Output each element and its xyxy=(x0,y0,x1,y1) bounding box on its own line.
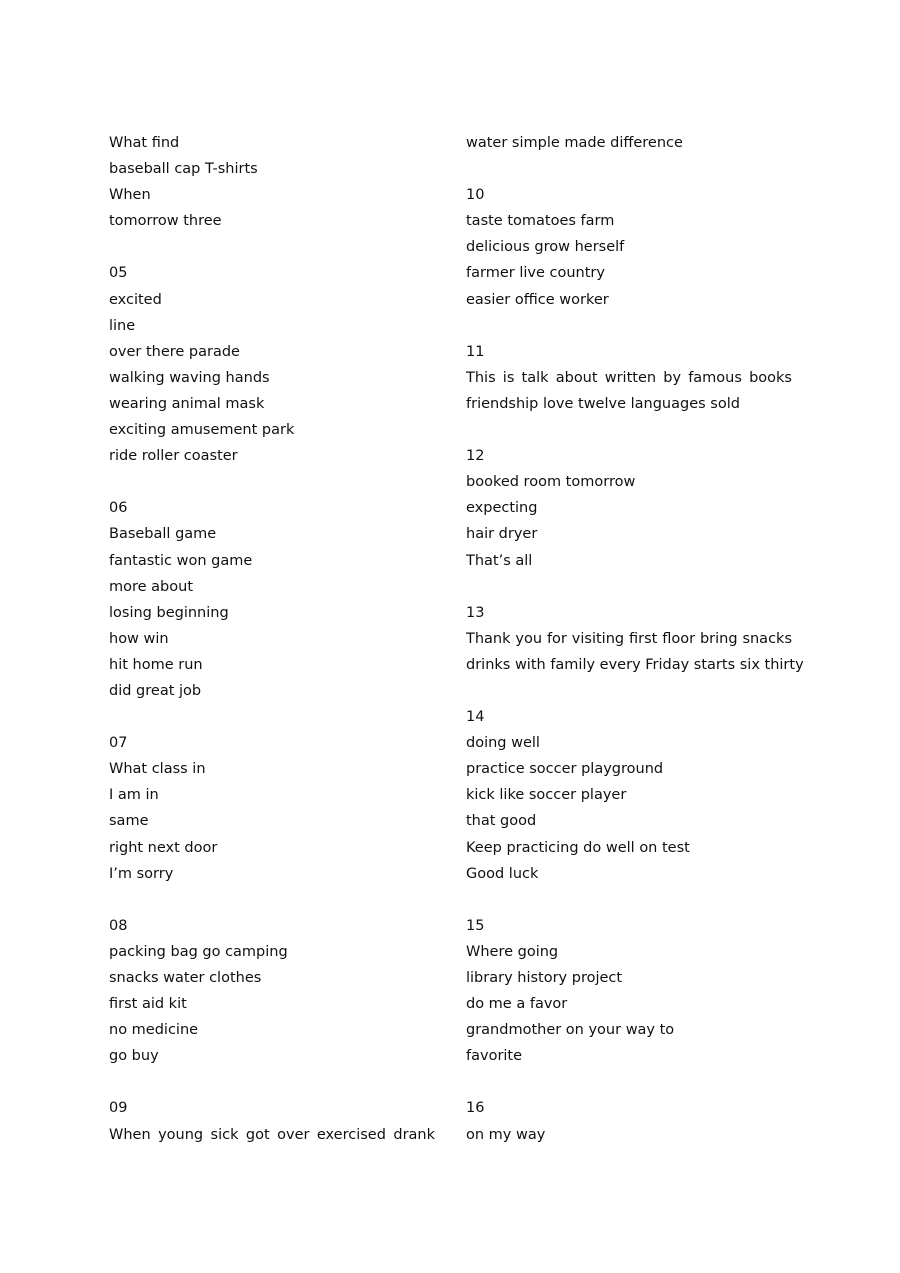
section-number: 09 xyxy=(109,1100,128,1117)
text-line: What class in xyxy=(109,761,206,778)
section-number: 16 xyxy=(466,1100,485,1117)
text-line: no medicine xyxy=(109,1022,199,1039)
text-line: That’s all xyxy=(466,552,533,569)
text-line: line xyxy=(109,317,136,334)
section-number: 14 xyxy=(466,709,485,726)
text-line: wearing animal mask xyxy=(109,395,265,412)
blank-line xyxy=(109,887,435,913)
blank-line xyxy=(466,417,792,443)
text-line: walking waving hands xyxy=(109,369,270,386)
blank-line xyxy=(466,156,792,182)
text-line: water simple made difference xyxy=(466,135,683,151)
text-line: What find xyxy=(109,135,180,151)
blank-line xyxy=(466,1069,792,1095)
blank-line xyxy=(466,887,792,913)
section-number: 13 xyxy=(466,604,485,621)
text-line: drinks with family every Friday starts six thirty xyxy=(466,656,804,673)
blank-line xyxy=(466,574,792,600)
blank-line xyxy=(109,469,435,495)
section-number: 07 xyxy=(109,735,128,752)
text-line: This is talk about written by famous books xyxy=(466,369,792,386)
text-line: on my way xyxy=(466,1126,546,1143)
text-line: farmer live country xyxy=(466,265,605,282)
left-column xyxy=(109,130,435,1148)
text-line: go buy xyxy=(109,1048,159,1065)
text-line: delicious grow herself xyxy=(466,239,625,256)
text-line: kick like soccer player xyxy=(466,787,627,804)
text-line: baseball cap T-shirts xyxy=(109,161,258,178)
text-line: Baseball game xyxy=(109,526,217,543)
text-line: did great job xyxy=(109,682,202,699)
text-line: Thank you for visiting first floor bring snacks xyxy=(466,630,792,647)
blank-line xyxy=(109,234,435,260)
section-number: 10 xyxy=(466,187,485,204)
text-line: practice soccer playground xyxy=(466,761,664,778)
section-number: 12 xyxy=(466,448,485,465)
text-line: excited xyxy=(109,291,162,308)
blank-line xyxy=(109,1069,435,1095)
right-column xyxy=(466,130,804,1148)
text-line: losing beginning xyxy=(109,604,229,621)
text-line: easier office worker xyxy=(466,291,609,308)
text-line: snacks water clothes xyxy=(109,970,262,986)
text-line: library history project xyxy=(466,970,623,986)
text-line: right next door xyxy=(109,839,218,856)
text-line: same xyxy=(109,813,149,830)
section-number: 15 xyxy=(466,917,485,934)
text-line: Good luck xyxy=(466,865,539,882)
text-line: Keep practicing do well on test xyxy=(466,839,690,856)
text-line: I’m sorry xyxy=(109,865,174,882)
text-line: over there parade xyxy=(109,343,240,360)
text-line: first aid kit xyxy=(109,996,187,1013)
text-line: When young sick got over exercised drank xyxy=(109,1126,435,1143)
text-line: taste tomatoes farm xyxy=(466,213,615,230)
text-line: hit home run xyxy=(109,656,203,673)
text-line: booked room tomorrow xyxy=(466,474,636,491)
text-line: exciting amusement park xyxy=(109,422,295,439)
blank-line xyxy=(109,704,435,730)
text-line: do me a favor xyxy=(466,996,568,1013)
section-number: 05 xyxy=(109,265,128,282)
text-line: ride roller coaster xyxy=(109,448,238,465)
text-line: When xyxy=(109,187,151,204)
text-line: friendship love twelve languages sold xyxy=(466,395,740,412)
text-line: how win xyxy=(109,630,169,647)
text-line: favorite xyxy=(466,1048,523,1065)
text-line: more about xyxy=(109,578,194,595)
text-line: tomorrow three xyxy=(109,213,222,230)
section-number: 06 xyxy=(109,500,128,517)
text-line: that good xyxy=(466,813,537,830)
text-line: packing bag go camping xyxy=(109,943,288,960)
text-line: doing well xyxy=(466,735,540,752)
text-line: expecting xyxy=(466,500,538,517)
text-line: grandmother on your way to xyxy=(466,1022,675,1039)
section-number: 11 xyxy=(466,343,485,360)
text-line: Where going xyxy=(466,943,559,960)
text-line: I am in xyxy=(109,787,159,804)
text-line: fantastic won game xyxy=(109,552,253,569)
text-line: hair dryer xyxy=(466,526,538,543)
section-number: 08 xyxy=(109,917,128,934)
blank-line xyxy=(466,678,792,704)
blank-line xyxy=(466,313,792,339)
